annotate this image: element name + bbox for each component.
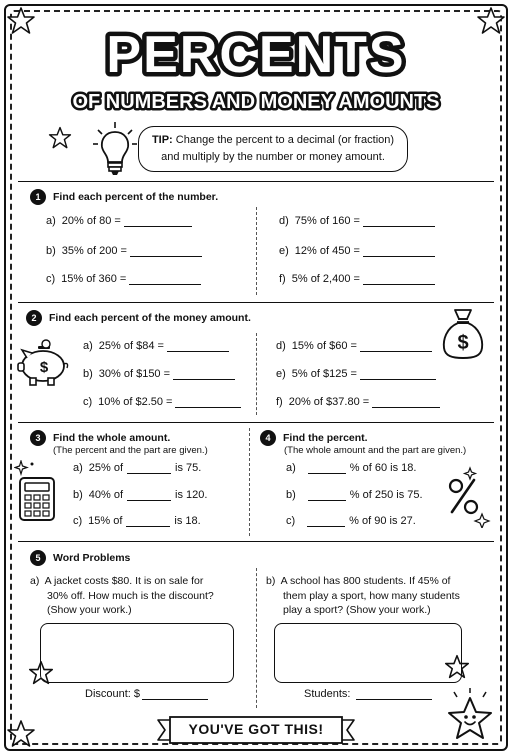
answer-blank[interactable] xyxy=(308,463,346,474)
column-divider xyxy=(256,568,257,708)
star-icon xyxy=(48,126,72,150)
answer-blank[interactable] xyxy=(308,490,346,501)
problem-2c: c) 10% of $2.50 = xyxy=(83,396,241,408)
tip-label: TIP: xyxy=(151,134,173,146)
section-1-title xyxy=(30,189,218,205)
answer-blank[interactable] xyxy=(175,397,241,408)
answer-blank[interactable] xyxy=(167,341,229,352)
calculator-icon xyxy=(17,476,57,522)
problem-4a: a) % of 60 is 18. xyxy=(286,462,417,474)
answer-blank[interactable] xyxy=(124,216,192,227)
percent-icon xyxy=(444,466,492,528)
answer-blank[interactable] xyxy=(363,274,435,285)
answer-blank[interactable] xyxy=(130,246,202,257)
svg-text:$: $ xyxy=(457,332,469,354)
title-text: PERCENTS xyxy=(106,26,406,84)
work-area-b[interactable] xyxy=(274,623,462,683)
section-number: 3 xyxy=(30,430,46,446)
problem-1d: d) 75% of 160 = xyxy=(279,215,435,227)
answer-blank[interactable] xyxy=(129,274,201,285)
answer-blank[interactable] xyxy=(372,397,440,408)
answer-blank[interactable] xyxy=(173,369,235,380)
section-title-text: Find each percent of the number. xyxy=(53,191,219,203)
page-subtitle xyxy=(0,82,512,116)
subtitle-text: OF NUMBERS AND MONEY AMOUNTS xyxy=(72,91,440,113)
answer-blank[interactable] xyxy=(307,516,345,527)
work-area-a[interactable] xyxy=(40,623,234,683)
section-divider xyxy=(18,302,494,303)
answer-blank[interactable] xyxy=(142,689,208,700)
answer-blank[interactable] xyxy=(363,246,435,257)
piggy-bank-icon xyxy=(14,338,70,388)
corner-star-icon xyxy=(6,719,36,749)
section-4-note: (The whole amount and the part are given.) xyxy=(284,445,467,456)
problem-4b: b) % of 250 is 75. xyxy=(286,489,423,501)
problem-2d: d) 15% of $60 = xyxy=(276,340,432,352)
problem-2f: f) 20% of $37.80 = xyxy=(276,396,440,408)
section-3-title xyxy=(30,430,170,446)
problem-2e: e) 5% of $125 = xyxy=(276,368,436,380)
tip-box xyxy=(138,126,408,172)
answer-blank[interactable] xyxy=(360,369,436,380)
answer-blank[interactable] xyxy=(356,689,432,700)
problem-1c: c) 15% of 360 = xyxy=(46,273,201,285)
svg-text:$: $ xyxy=(39,359,49,376)
tip-text: Change the percent to a decimal (or fraction) and multiply by the number or money amount. xyxy=(161,134,395,163)
section-title-text: Find the whole amount. xyxy=(53,432,171,444)
smiling-star-icon xyxy=(440,686,502,748)
star-icon xyxy=(444,654,470,680)
section-title-text: Find each percent of the money amount. xyxy=(49,312,251,324)
column-divider xyxy=(249,428,250,536)
problem-1b: b) 35% of 200 = xyxy=(46,245,202,257)
section-divider xyxy=(18,181,494,182)
answer-blank[interactable] xyxy=(126,516,170,527)
section-number: 1 xyxy=(30,189,46,205)
problem-3c: c) 15% of is 18. xyxy=(73,515,201,527)
section-4-title xyxy=(260,430,368,446)
sparkle-icon xyxy=(14,460,36,476)
problem-2b: b) 30% of $150 = xyxy=(83,368,235,380)
problem-2a: a) 25% of $84 = xyxy=(83,340,229,352)
subtitle-graphic xyxy=(66,82,446,116)
star-icon xyxy=(28,660,54,686)
title-graphic xyxy=(86,22,426,84)
section-number: 2 xyxy=(26,310,42,326)
section-divider xyxy=(18,541,494,542)
problem-1f: f) 5% of 2,400 = xyxy=(279,273,435,285)
column-divider xyxy=(256,333,257,415)
answer-blank[interactable] xyxy=(127,490,171,501)
problem-4c: c) % of 90 is 27. xyxy=(286,515,416,527)
section-divider xyxy=(18,422,494,423)
page-title xyxy=(0,22,512,84)
answer-blank[interactable] xyxy=(363,216,435,227)
money-bag-icon xyxy=(440,306,486,360)
section-3-note: (The percent and the part are given.) xyxy=(53,445,208,456)
word-problem-b: b) A school has 800 students. If 45% of them play a sport, how many students play a sport? (Show your work.) xyxy=(266,575,460,616)
problem-1a: a) 20% of 80 = xyxy=(46,215,192,227)
section-title-text: Word Problems xyxy=(53,552,131,564)
answer-b: Students: xyxy=(304,688,432,700)
lightbulb-icon xyxy=(92,120,138,178)
problem-3a: a) 25% of is 75. xyxy=(73,462,202,474)
answer-blank[interactable] xyxy=(360,341,432,352)
section-title-text: Find the percent. xyxy=(283,432,368,444)
problem-3b: b) 40% of is 120. xyxy=(73,489,208,501)
column-divider xyxy=(256,207,257,295)
word-problem-a: a) A jacket costs $80. It is on sale for 30% off. How much is the discount? (Show your work.) xyxy=(30,575,214,616)
encouragement-banner-text: YOU'VE GOT THIS! xyxy=(188,721,324,737)
problem-1e: e) 12% of 450 = xyxy=(279,245,435,257)
section-number: 5 xyxy=(30,550,46,566)
section-number: 4 xyxy=(260,430,276,446)
answer-a: Discount: $ xyxy=(85,688,208,700)
section-2-title xyxy=(26,310,251,326)
answer-blank[interactable] xyxy=(127,463,171,474)
section-5-title xyxy=(30,550,130,566)
